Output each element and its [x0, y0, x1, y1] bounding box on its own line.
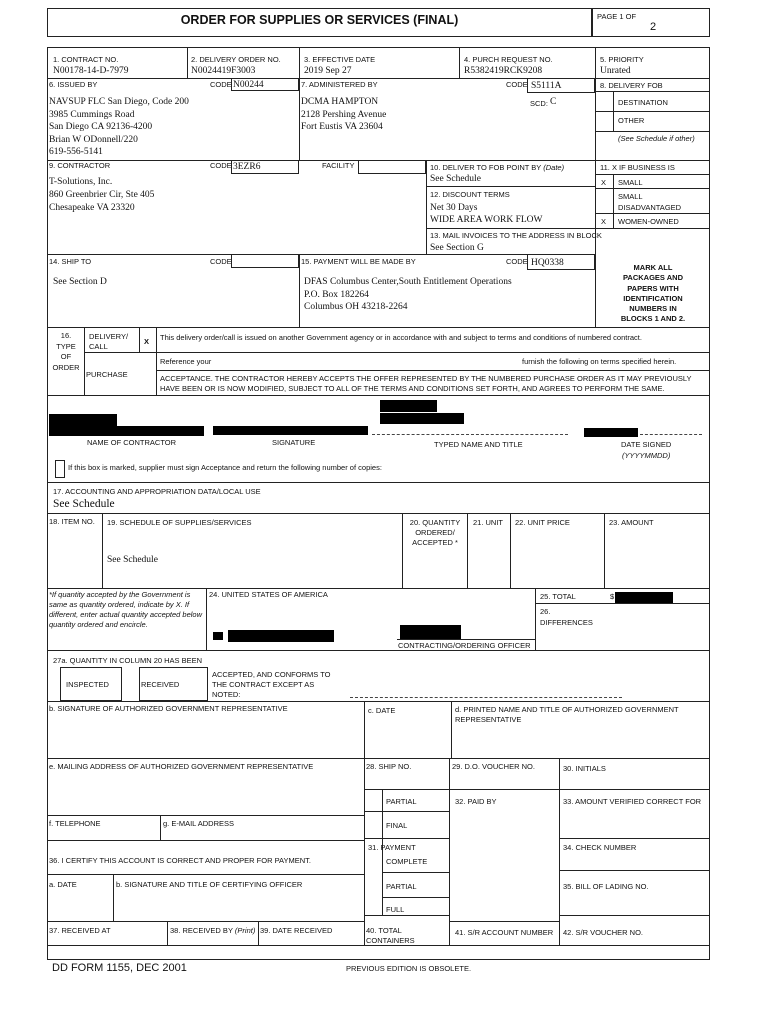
women-owned-label: WOMEN-OWNED [618, 217, 679, 226]
delivery-order-value: N0024419F3003 [191, 66, 256, 76]
delivery-order-label: 2. DELIVERY ORDER NO. [191, 55, 281, 64]
unit-header: 21. UNIT [473, 518, 504, 527]
small-disadvantaged-label: SMALL DISADVANTAGED [618, 192, 682, 212]
effective-date-value: 2019 Sep 27 [304, 66, 352, 76]
signature-label: SIGNATURE [272, 438, 316, 447]
quantity-header: 20. QUANTITY ORDERED/ ACCEPTED * [409, 518, 461, 547]
paid-by-label: 32. PAID BY [455, 797, 497, 806]
email-label: g. E-MAIL ADDRESS [163, 819, 234, 828]
inspected-label: INSPECTED [66, 680, 109, 689]
facility-box [358, 160, 426, 174]
delivery-call-checkbox[interactable]: X [144, 337, 150, 346]
contractor-label: 9. CONTRACTOR [49, 161, 111, 170]
amount-verified-label: 33. AMOUNT VERIFIED CORRECT FOR [563, 797, 702, 806]
issued-code-value: N00244 [233, 80, 264, 90]
page-label: PAGE 1 OF [597, 12, 637, 21]
mail-invoices-value: See Section G [430, 243, 484, 253]
facility-label: FACILITY [322, 161, 355, 170]
telephone-label: f. TELEPHONE [49, 819, 101, 828]
fob-other: OTHER [618, 116, 645, 125]
certifying-officer-label: b. SIGNATURE AND TITLE OF CERTIFYING OFFICER [116, 880, 303, 889]
amount-header: 23. AMOUNT [609, 518, 654, 527]
certify-date-label: a. DATE [49, 880, 77, 889]
differences-label: 26. DIFFERENCES [540, 607, 593, 627]
mailing-address-label: e. MAILING ADDRESS OF AUTHORIZED GOVERNMENT REPRESENTATIVE [49, 762, 314, 771]
delivery-call-label: DELIVERY/ CALL [89, 332, 129, 351]
administered-by-address: DCMA HAMPTON 2128 Pershing Avenue Fort Eustis VA 23604 [301, 97, 387, 132]
payment-code-label: CODE [506, 257, 528, 266]
redacted-usa-signature-2 [228, 630, 334, 642]
ship-to-value: See Section D [53, 277, 107, 287]
certify-label: 36. I CERTIFY THIS ACCOUNT IS CORRECT AND PROPER FOR PAYMENT. [49, 856, 311, 865]
ship-to-code-box [231, 254, 299, 268]
scd-value: C [550, 97, 557, 107]
redacted-total [615, 592, 673, 603]
redacted-signature [213, 426, 368, 435]
contracting-officer-label: CONTRACTING/ORDERING OFFICER [398, 641, 531, 650]
sr-account-label: 41. S/R ACCOUNT NUMBER [455, 928, 554, 937]
deliver-fob-value: See Schedule [430, 174, 481, 184]
reference-your-label: Reference your [160, 357, 212, 366]
delivery-fob-label: 8. DELIVERY FOB [600, 81, 663, 90]
administered-by-label: 7. ADMINISTERED BY [301, 80, 378, 89]
discount-label: 12. DISCOUNT TERMS [430, 190, 510, 199]
received-by-label [170, 926, 255, 935]
total-dollar-sign: $ [610, 592, 615, 601]
date-format-label: (YYYYMMDD) [622, 451, 671, 460]
furnish-text: furnish the following on terms specified herein. [522, 357, 677, 366]
priority-value: Unrated [600, 66, 631, 76]
partial-label: PARTIAL [386, 797, 417, 806]
bill-of-lading-label: 35. BILL OF LADING NO. [563, 882, 649, 891]
form-number: DD FORM 1155, DEC 2001 [52, 962, 187, 974]
received-at-label: 37. RECEIVED AT [49, 926, 111, 935]
form-title: ORDER FOR SUPPLIES OR SERVICES (FINAL) [180, 13, 459, 27]
initials-label: 30. INITIALS [563, 764, 606, 773]
copies-checkbox[interactable] [55, 460, 65, 478]
small-business-label: SMALL [618, 178, 643, 187]
issued-by-label: 6. ISSUED BY [49, 80, 98, 89]
effective-date-label: 3. EFFECTIVE DATE [304, 55, 376, 64]
payment-address: DFAS Columbus Center,South Entitlement Operations P.O. Box 182264 Columbus OH 43218-2264 [304, 277, 512, 312]
ship-to-label: 14. SHIP TO [49, 257, 92, 266]
check-number-label: 34. CHECK NUMBER [563, 843, 637, 852]
final-label: FINAL [386, 821, 408, 830]
issued-code-label: CODE [210, 80, 232, 89]
administered-code-value: S5111A [531, 81, 562, 91]
deliver-fob-label [430, 163, 564, 172]
contract-no-value: N00178-14-D-7979 [53, 66, 129, 76]
authorized-signature-label: b. SIGNATURE OF AUTHORIZED GOVERNMENT REPRESENTATIVE [49, 704, 288, 713]
redacted-usa-signature-1 [213, 632, 223, 640]
receiving-date-label: c. DATE [368, 706, 396, 715]
redacted-officer-name [400, 625, 461, 639]
usa-label: 24. UNITED STATES OF AMERICA [209, 590, 328, 599]
priority-label: 5. PRIORITY [600, 55, 644, 64]
accounting-value: See Schedule [53, 498, 115, 510]
mail-invoices-label: 13. MAIL INVOICES TO THE ADDRESS IN BLOCK [430, 231, 602, 240]
purch-request-value: R5382419RCK9208 [464, 66, 543, 76]
delivery-order-text: This delivery order/call is issued on another Government agency or in accordance with and subject to terms and conditions of numbered contract. [160, 333, 642, 342]
deliver-fob-label-date: (Date) [543, 163, 565, 172]
partial-2-label: PARTIAL [386, 882, 417, 891]
full-label: FULL [386, 905, 405, 914]
type-of-order-label: 16. TYPE OF ORDER [52, 331, 80, 372]
typed-name-label: TYPED NAME AND TITLE [434, 440, 523, 449]
ship-to-code-label: CODE [210, 257, 232, 266]
previous-edition-note: PREVIOUS EDITION IS OBSOLETE. [346, 964, 472, 973]
received-label: RECEIVED [141, 680, 180, 689]
do-voucher-label: 29. D.O. VOUCHER NO. [452, 762, 535, 771]
date-received-label: 39. DATE RECEIVED [260, 926, 333, 935]
name-of-contractor-label: NAME OF CONTRACTOR [87, 438, 177, 447]
date-signed-label: DATE SIGNED [621, 440, 672, 449]
purchase-label: PURCHASE [86, 370, 128, 379]
accounting-label: 17. ACCOUNTING AND APPROPRIATION DATA/LOCAL USE [53, 487, 261, 496]
redacted-typed-name-2 [380, 413, 464, 424]
issued-by-address: NAVSUP FLC San Diego, Code 200 3985 Cummings Road San Diego CA 92136-4200 Brian W ODonnell/220 619-556-5141 [49, 97, 189, 157]
payment-code-value: HQ0338 [531, 258, 564, 268]
item-no-header: 18. ITEM NO. [49, 517, 95, 526]
payment-31-label: 31. PAYMENT [368, 843, 416, 852]
small-business-checkbox[interactable]: X [601, 178, 607, 187]
contractor-code-label: CODE [210, 161, 232, 170]
administered-code-label: CODE [506, 80, 528, 89]
schedule-header: 19. SCHEDULE OF SUPPLIES/SERVICES [107, 518, 252, 527]
received-by-print: (Print) [234, 926, 256, 935]
quantity-received-label: 27a. QUANTITY IN COLUMN 20 HAS BEEN [53, 656, 203, 665]
contractor-code-value: 3EZR6 [233, 162, 261, 172]
schedule-value: See Schedule [107, 555, 158, 565]
redacted-typed-name-1 [380, 400, 437, 412]
business-label: 11. X IF BUSINESS IS [600, 163, 675, 172]
quantity-accepted-note: *If quantity accepted by the Government is same as quantity ordered, indicate by X. If different, enter actual quantity accepted below quantity ordered and encircle. [49, 590, 203, 629]
fob-destination: DESTINATION [618, 98, 668, 107]
mark-packages-note: MARK ALL PACKAGES AND PAPERS WITH IDENTIFICATION NUMBERS IN BLOCKS 1 AND 2. [620, 263, 686, 324]
contract-no-label: 1. CONTRACT NO. [53, 55, 119, 64]
copies-text: If this box is marked, supplier must sign Acceptance and return the following number of copies: [68, 463, 382, 472]
purch-request-label: 4. PURCH REQUEST NO. [464, 55, 553, 64]
complete-label: COMPLETE [386, 857, 428, 866]
total-label: 25. TOTAL [540, 592, 576, 601]
ship-no-label: 28. SHIP NO. [366, 762, 412, 771]
contractor-address: T-Solutions, Inc. 860 Greenbrier Cir, Ste 405 Chesapeake VA 23320 [49, 177, 155, 213]
small-disadvantaged-checkbox[interactable] [598, 190, 612, 212]
payment-label: 15. PAYMENT WILL BE MADE BY [301, 257, 416, 266]
accepted-conforms-label: ACCEPTED, AND CONFORMS TO THE CONTRACT EXCEPT AS NOTED: [212, 670, 331, 699]
redacted-contractor-name [49, 414, 117, 426]
women-owned-checkbox[interactable]: X [601, 217, 607, 226]
acceptance-text: ACCEPTANCE. THE CONTRACTOR HEREBY ACCEPTS THE OFFER REPRESENTED BY THE NUMBERED PURCHASE ORDER AS IT MAY PREVIOUSLY HAVE BEEN OR IS NOW MODIFIED, SUBJECT TO ALL OF THE TERMS AND CONDITIONS SET FORTH, AND AGREES TO PERFORM THE SAME. [160, 374, 692, 393]
unit-price-header: 22. UNIT PRICE [515, 518, 570, 527]
fob-see-schedule: (See Schedule if other) [618, 134, 695, 143]
sr-voucher-label: 42. S/R VOUCHER NO. [563, 928, 644, 937]
discount-value-2: WIDE AREA WORK FLOW [430, 215, 543, 225]
discount-value-1: Net 30 Days [430, 203, 478, 213]
redacted-contractor-name-line [49, 426, 204, 436]
received-by-text: 38. RECEIVED BY [170, 926, 233, 935]
scd-label: SCD: [530, 99, 548, 108]
page-total: 2 [650, 21, 657, 33]
deliver-fob-label-text: 10. DELIVER TO FOB POINT BY [430, 163, 542, 172]
redacted-date-signed [584, 428, 638, 437]
total-containers-label: 40. TOTAL CONTAINERS [366, 926, 415, 945]
printed-name-label: d. PRINTED NAME AND TITLE OF AUTHORIZED GOVERNMENT REPRESENTATIVE [455, 705, 679, 724]
